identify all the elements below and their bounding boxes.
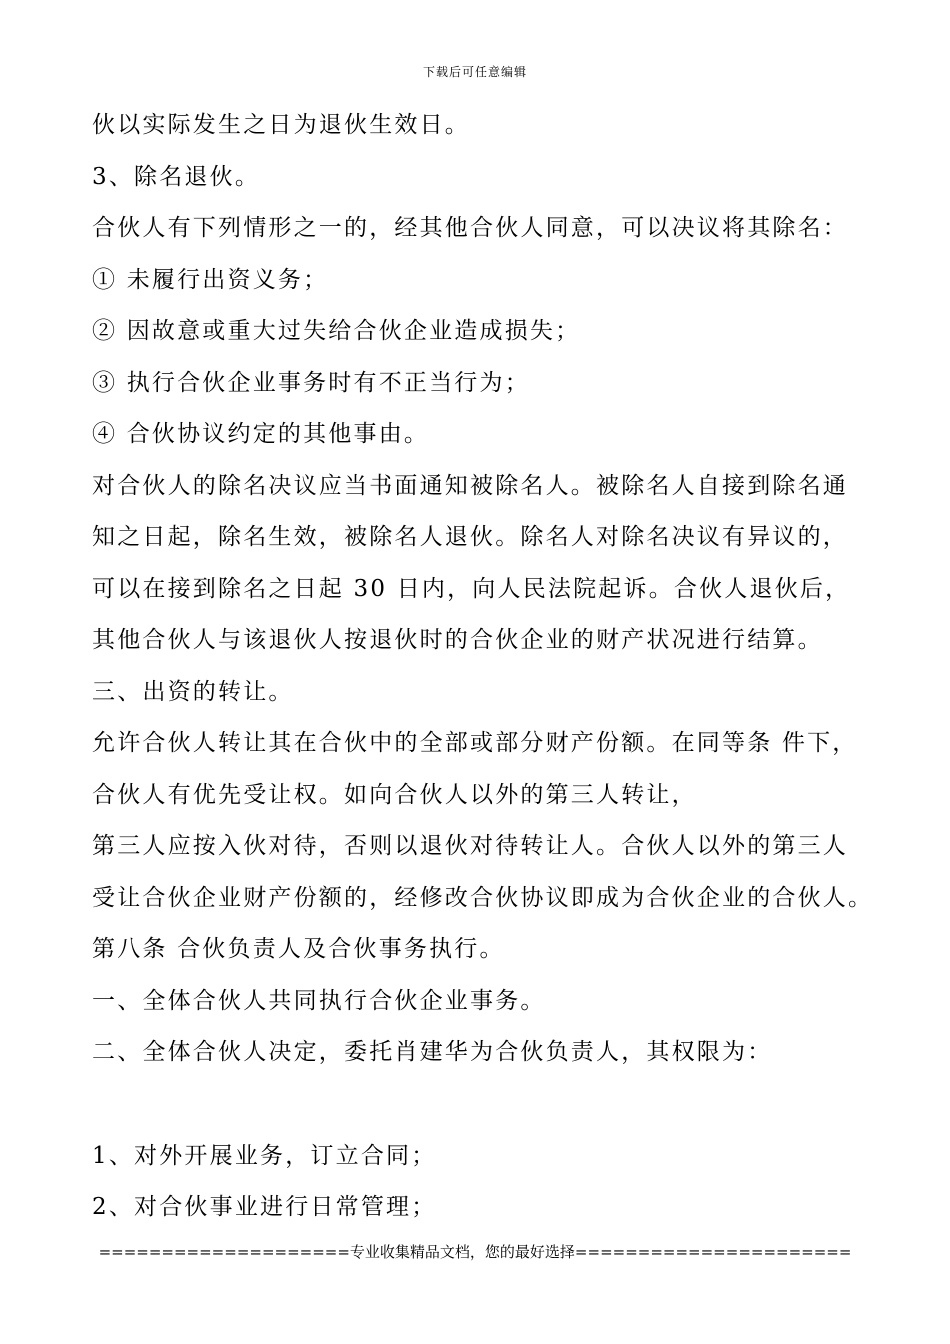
paragraph-line: 受让合伙企业财产份额的，经修改合伙协议即成为合伙企业的合伙人。 xyxy=(92,884,874,911)
paragraph-line: 合伙人有下列情形之一的，经其他合伙人同意，可以决议将其除名： xyxy=(92,215,848,241)
document-body xyxy=(92,100,892,1234)
list-item: ② 因故意或重大过失给合伙企业造成损失； xyxy=(92,318,581,344)
list-item: ① 未履行出资义务； xyxy=(92,266,329,293)
blank-spacer xyxy=(92,1079,892,1131)
list-item: ③ 执行合伙企业事务时有不正当行为； xyxy=(92,369,530,396)
list-item: ④ 合伙协议约定的其他事由。 xyxy=(92,421,430,447)
paragraph-line: 允许合伙人转让其在合伙中的全部或部分财产份额。在同等条 件下， xyxy=(92,730,858,756)
paragraph-line: 其他合伙人与该退伙人按退伙时的合伙企业的财产状况进行结算。 xyxy=(92,627,823,653)
paragraph-line: 合伙人有优先受让权。如向合伙人以外的第三人转让， xyxy=(92,781,697,808)
list-item: 1、对外开展业务，订立合同； xyxy=(92,1142,437,1169)
paragraph-line: 对合伙人的除名决议应当书面通知被除名人。被除名人自接到除名通 xyxy=(92,472,848,499)
paragraph-line: 一、全体合伙人共同执行合伙企业事务。 xyxy=(92,987,546,1014)
section-heading: 3、除名退伙。 xyxy=(92,163,261,190)
paragraph-line: 第三人应按入伙对待，否则以退伙对待转让人。合伙人以外的第三人 xyxy=(92,833,848,859)
paragraph-line: 二、全体合伙人决定，委托肖建华为合伙负责人，其权限为： xyxy=(92,1039,773,1065)
list-item: 2、对合伙事业进行日常管理； xyxy=(92,1194,437,1220)
page-footer: ====================专业收集精品文档，您的最好选择====================== xyxy=(98,1243,852,1261)
section-heading: 三、出资的转让。 xyxy=(92,678,294,705)
page-header: 下载后可任意编辑 xyxy=(422,65,527,79)
paragraph-line: 可以在接到除名之日起 30 日内，向人民法院起诉。合伙人退伙后， xyxy=(92,575,851,602)
paragraph-line: 伙以实际发生之日为退伙生效日。 xyxy=(92,112,470,138)
paragraph-line: 知之日起，除名生效，被除名人退伙。除名人对除名决议有异议的， xyxy=(92,524,848,550)
article-heading: 第八条 合伙负责人及合伙事务执行。 xyxy=(92,936,505,962)
